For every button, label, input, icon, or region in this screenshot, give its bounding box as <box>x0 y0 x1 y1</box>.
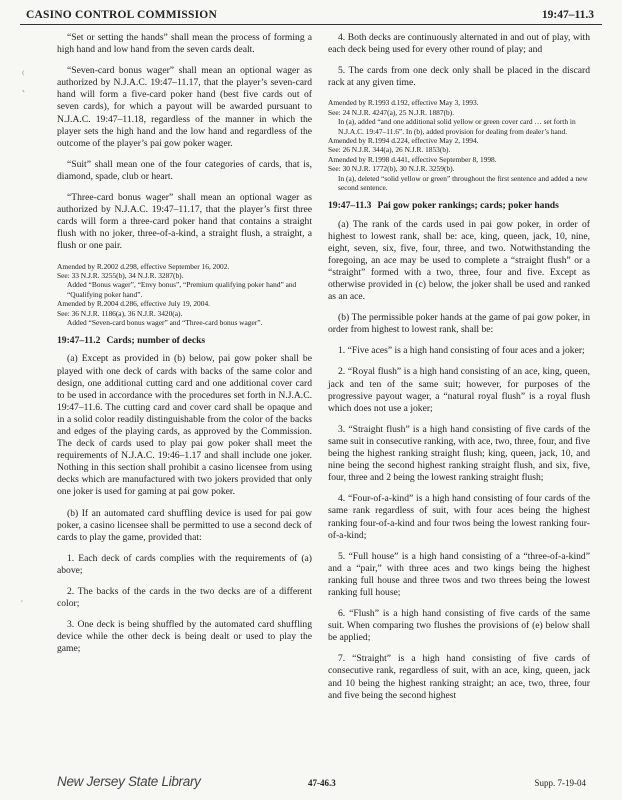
section-number: 19:47–11.3 <box>328 200 372 212</box>
section-paragraph: (b) If an automated card shuffling device is used for pai gow poker, a casino licensee shall be permitted to use a second deck of cards to play the game, provided that: <box>57 507 312 543</box>
amendment-notes <box>57 262 312 328</box>
amendment-line: See: 30 N.J.R. 1772(b), 30 N.J.R. 3259(b). <box>328 164 455 174</box>
library-stamp: New Jersey State Library <box>57 774 201 789</box>
list-item: 5. “Full house” is a high hand consisting of a “three-of-a-kind” and a “pair,” with three aces and two kings being the highest ranking full house and three twos and two threes being the lowest ranking full house; <box>328 550 590 598</box>
amendment-line: In (a), deleted “solid yellow or green” throughout the first sentence and added a new second sentence. <box>338 173 588 193</box>
list-item: 4. Both decks are continuously alternated in and out of play, with each deck being used for every other round of play; and <box>328 32 590 56</box>
list-item: 4. “Four-of-a-kind” is a high hand consisting of four cards of the same rank regardless of suit, with four aces being the highest ranking four-of-a-kind and four twos being the lowest ranking four-of-a-kind; <box>328 493 590 541</box>
section-heading <box>328 200 590 212</box>
section-range: 19:47–11.3 <box>541 9 594 21</box>
list-item: 3. One deck is being shuffled by the automated card shuffling device while the other deck is being dealt or used to play the game; <box>57 619 312 655</box>
amendment-line: See: 24 N.J.R. 4247(a), 25 N.J.R. 1887(b). <box>328 107 455 117</box>
list-item: 1. “Five aces” is a high hand consisting of four aces and a joker; <box>338 345 585 357</box>
amendment-notes <box>328 98 590 192</box>
definition-set-hands: “Set or setting the hands” shall mean the process of forming a high hand and low hand from the seven cards dealt. <box>57 32 312 56</box>
amendment-line: See: 26 N.J.R. 344(a), 26 N.J.R. 1853(b). <box>328 145 451 155</box>
amendment-line: Amended by R.2002 d.298, effective September 16, 2002. <box>57 261 230 271</box>
running-title: CASINO CONTROL COMMISSION <box>26 9 217 21</box>
supplement-date: Supp. 7-19-04 <box>534 778 586 788</box>
section-heading <box>57 335 312 347</box>
amendment-line: Amended by R.1998 d.441, effective September 8, 1998. <box>328 154 497 164</box>
amendment-line: Amended by R.1993 d.192, effective May 3, 1993. <box>328 98 479 108</box>
list-item: 7. “Straight” is a high hand consisting of five cards of consecutive rank, regardless of suit, with an ace, king, queen, jack and 10 being the highest ranking straight; an ace, two, three, four and five being the second highest <box>328 653 590 701</box>
section-paragraph: (b) The permissible poker hands at the game of pai gow poker, in order from highest to lowest rank, shall be: <box>328 312 590 336</box>
amendment-line: See: 36 N.J.R. 1186(a), 36 N.J.R. 3420(a). <box>57 308 183 318</box>
amendment-line: See: 33 N.J.R. 3255(b), 34 N.J.R. 3287(b). <box>57 270 184 280</box>
section-title: Pai gow poker rankings; cards; poker hands <box>377 200 559 212</box>
left-column <box>57 32 312 665</box>
definition-suit: “Suit” shall mean one of the four categories of cards, that is, diamond, spade, club or heart. <box>57 158 312 182</box>
list-item: 1. Each deck of cards complies with the requirements of (a) above; <box>57 552 312 576</box>
amendment-line: Amended by R.2004 d.286, effective July 19, 2004. <box>57 299 210 309</box>
scan-mark: ˊ <box>20 600 24 611</box>
amendment-line: Amended by R.1994 d.224, effective May 2, 1994. <box>328 136 479 145</box>
list-item: 2. The backs of the cards in the two decks are of a different color; <box>57 586 312 610</box>
right-column <box>328 32 590 711</box>
section-paragraph: (a) The rank of the cards used in pai gow poker, in order of highest to lowest rank, shall be: ace, king, queen, jack, 10, nine, eight, seven, six, five, four, three, and two. Notwithstanding the foregoing, an ace may be used to complete a “straight flush” or a “straight” formed with a two, three, four and five. Except as otherwise provided in (c) below, the joker shall be used and ranked as an ace. <box>328 218 590 303</box>
section-title: Cards; number of decks <box>106 335 206 347</box>
page-header <box>20 8 602 25</box>
section-paragraph: (a) Except as provided in (b) below, pai gow poker shall be played with one deck of cards with backs of the same color and design, one additional cutting card and one additional cover card to be used in accordance with the procedures set forth in N.J.A.C. 19:47–11.6. The cutting card and cover card shall be opaque and in a solid color readily distinguishable from the color of the backs and edges of the playing cards, as approved by the Commission. The deck of cards used to play pai gow poker shall meet the requirements of N.J.A.C. 19:46–1.17 and shall include one joker. Nothing in this section shall prohibit a casino licensee from using decks which are manufactured with two jokers provided that only one joker is used for gaming at pai gow poker. <box>57 353 312 498</box>
amendment-line: In (a), added “and one additional solid yellow or green cover card … set forth in N.J.A.C. 19:47–11.6”. In (b), added provision for dealing from dealer’s hand. <box>338 117 576 136</box>
page-number: 47-46.3 <box>308 778 336 788</box>
definition-seven-card-bonus: “Seven-card bonus wager” shall mean an optional wager as authorized by N.J.A.C. 19:47–11.17, that the player’s seven-card hand will form a five-card poker hand (best five cards out of seven cards), for which a payout will be awarded pursuant to N.J.A.C. 19:47–11.18, regardless of the manner in which the player sets the high hand and the low hand and regardless of the outcome of the player’s pai gow poker wager. <box>57 65 312 149</box>
list-item: 5. The cards from one deck only shall be placed in the discard rack at any given time. <box>328 65 590 89</box>
list-item: 2. “Royal flush” is a high hand consisting of an ace, king, queen, jack and ten of the same suit; however, for purposes of the progressive payout wager, a “natural royal flush” is a royal flush which does not use a joker; <box>328 366 590 414</box>
list-item: 3. “Straight flush” is a high hand consisting of five cards of the same suit in consecutive ranking, with ace, two, three, four, and five being the highest ranking straight flush; king, queen, jack, 10, and nine being the second highest ranking straight flush, and six, five, four, three and 2 being the lowest ranking straight flush; <box>328 423 590 484</box>
section-number: 19:47–11.2 <box>57 335 101 347</box>
scan-mark: ⁽ <box>22 70 25 81</box>
list-item: 6. “Flush” is a high hand consisting of five cards of the same suit. When comparing two flushes the provisions of (e) below shall be applied; <box>328 608 590 644</box>
definition-three-card-bonus: “Three-card bonus wager” shall mean an optional wager as authorized by N.J.A.C. 19:47–11.17, that the player’s first three cards will form a three-card poker hand that contains a straight flush with no joker, three-of-a-kind, a straight flush, a straight, a flush or one pair. <box>57 192 312 252</box>
amendment-line: Added “Seven-card bonus wager” and “Three-card bonus wager”. <box>67 317 263 327</box>
scan-mark: ˛ <box>22 82 26 93</box>
amendment-line: Added “Bonus wager”, “Envy bonus”, “Premium qualifying poker hand” and “Qualifying poker hand”. <box>67 280 297 299</box>
